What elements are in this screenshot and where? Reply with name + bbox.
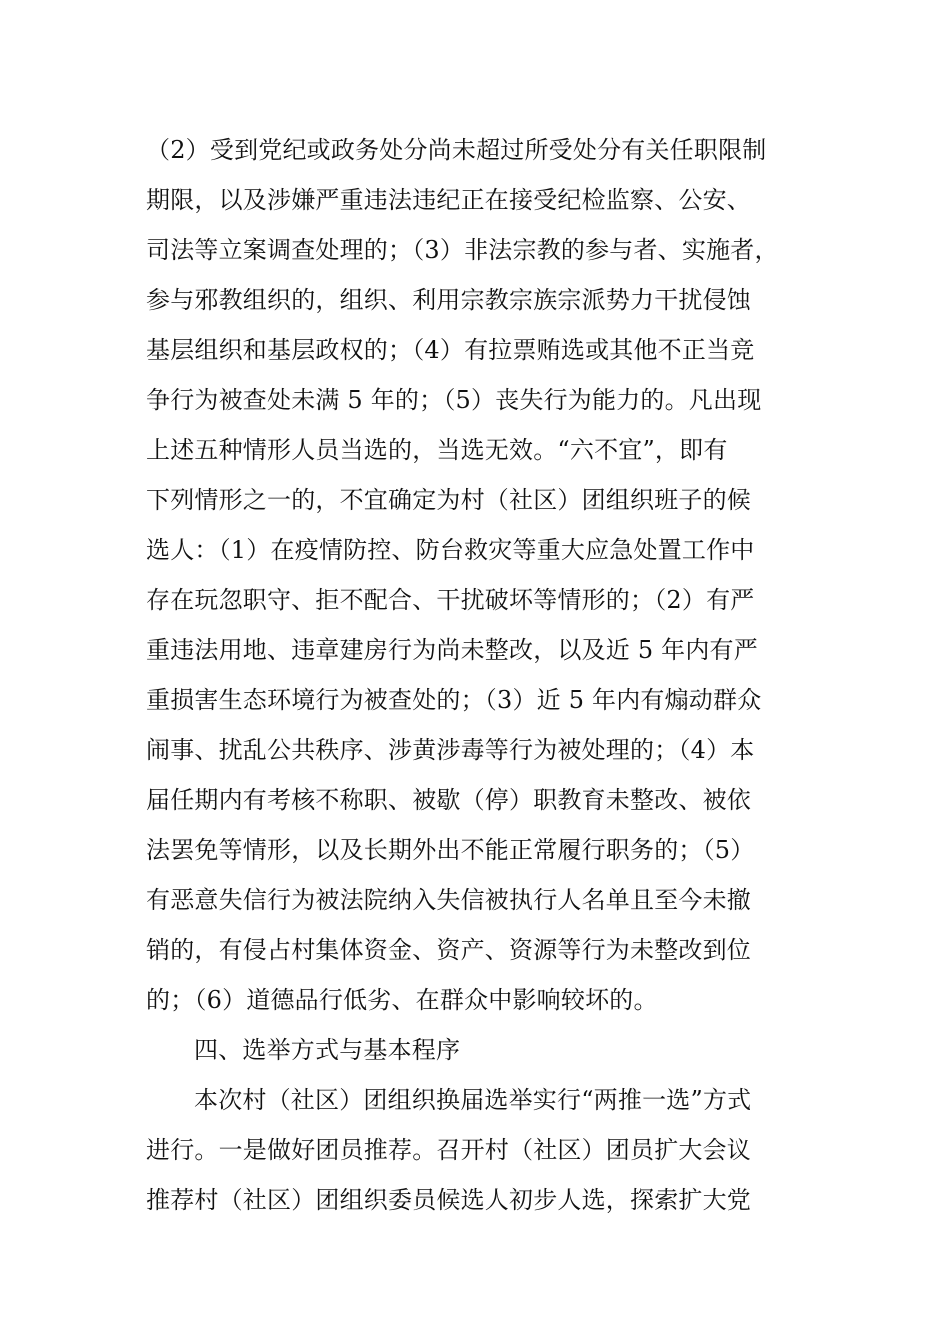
text-line: 存在玩忽职守、拒不配合、干扰破坏等情形的；（2）有严 [146, 586, 755, 614]
text-line: 选人：（1）在疫情防控、防台救灾等重大应急处置工作中 [146, 536, 755, 564]
text-line: 进行。一是做好团员推荐。召开村（社区）团员扩大会议 [146, 1136, 751, 1164]
text-line: 推荐村（社区）团组织委员候选人初步人选，探索扩大党 [146, 1186, 751, 1214]
text-line: 基层组织和基层政权的；（4）有拉票贿选或其他不正当竞 [146, 336, 755, 364]
text-line: （2）受到党纪或政务处分尚未超过所受处分有关任职限制 [146, 136, 767, 164]
section-heading: 四、选举方式与基本程序 [194, 1036, 461, 1064]
text-line: 期限，以及涉嫌严重违法违纪正在接受纪检监察、公安、 [146, 186, 751, 214]
text-line: 争行为被查处未满 5 年的；（5）丧失行为能力的。凡出现 [146, 386, 762, 414]
text-line: 的；（6）道德品行低劣、在群众中影响较坏的。 [146, 986, 658, 1014]
text-line: 销的，有侵占村集体资金、资产、资源等行为未整改到位 [146, 936, 751, 964]
text-line: 本次村（社区）团组织换届选举实行“两推一选”方式 [194, 1086, 752, 1114]
text-line: 司法等立案调查处理的；（3）非法宗教的参与者、实施者， [146, 236, 779, 264]
text-line: 参与邪教组织的，组织、利用宗教宗族宗派势力干扰侵蚀 [146, 286, 751, 314]
text-line: 重违法用地、违章建房行为尚未整改，以及近 5 年内有严 [146, 636, 758, 664]
text-line: 重损害生态环境行为被查处的；（3）近 5 年内有煽动群众 [146, 686, 762, 714]
text-line: 有恶意失信行为被法院纳入失信被执行人名单且至今未撤 [146, 886, 751, 914]
text-line: 下列情形之一的，不宜确定为村（社区）团组织班子的候 [146, 486, 751, 514]
text-line: 闹事、扰乱公共秩序、涉黄涉毒等行为被处理的；（4）本 [146, 736, 755, 764]
text-line: 上述五种情形人员当选的，当选无效。“六不宜”，即有 [146, 436, 728, 464]
text-line: 届任期内有考核不称职、被歇（停）职教育未整改、被依 [146, 786, 751, 814]
text-line: 法罢免等情形，以及长期外出不能正常履行职务的；（5） [146, 836, 755, 864]
